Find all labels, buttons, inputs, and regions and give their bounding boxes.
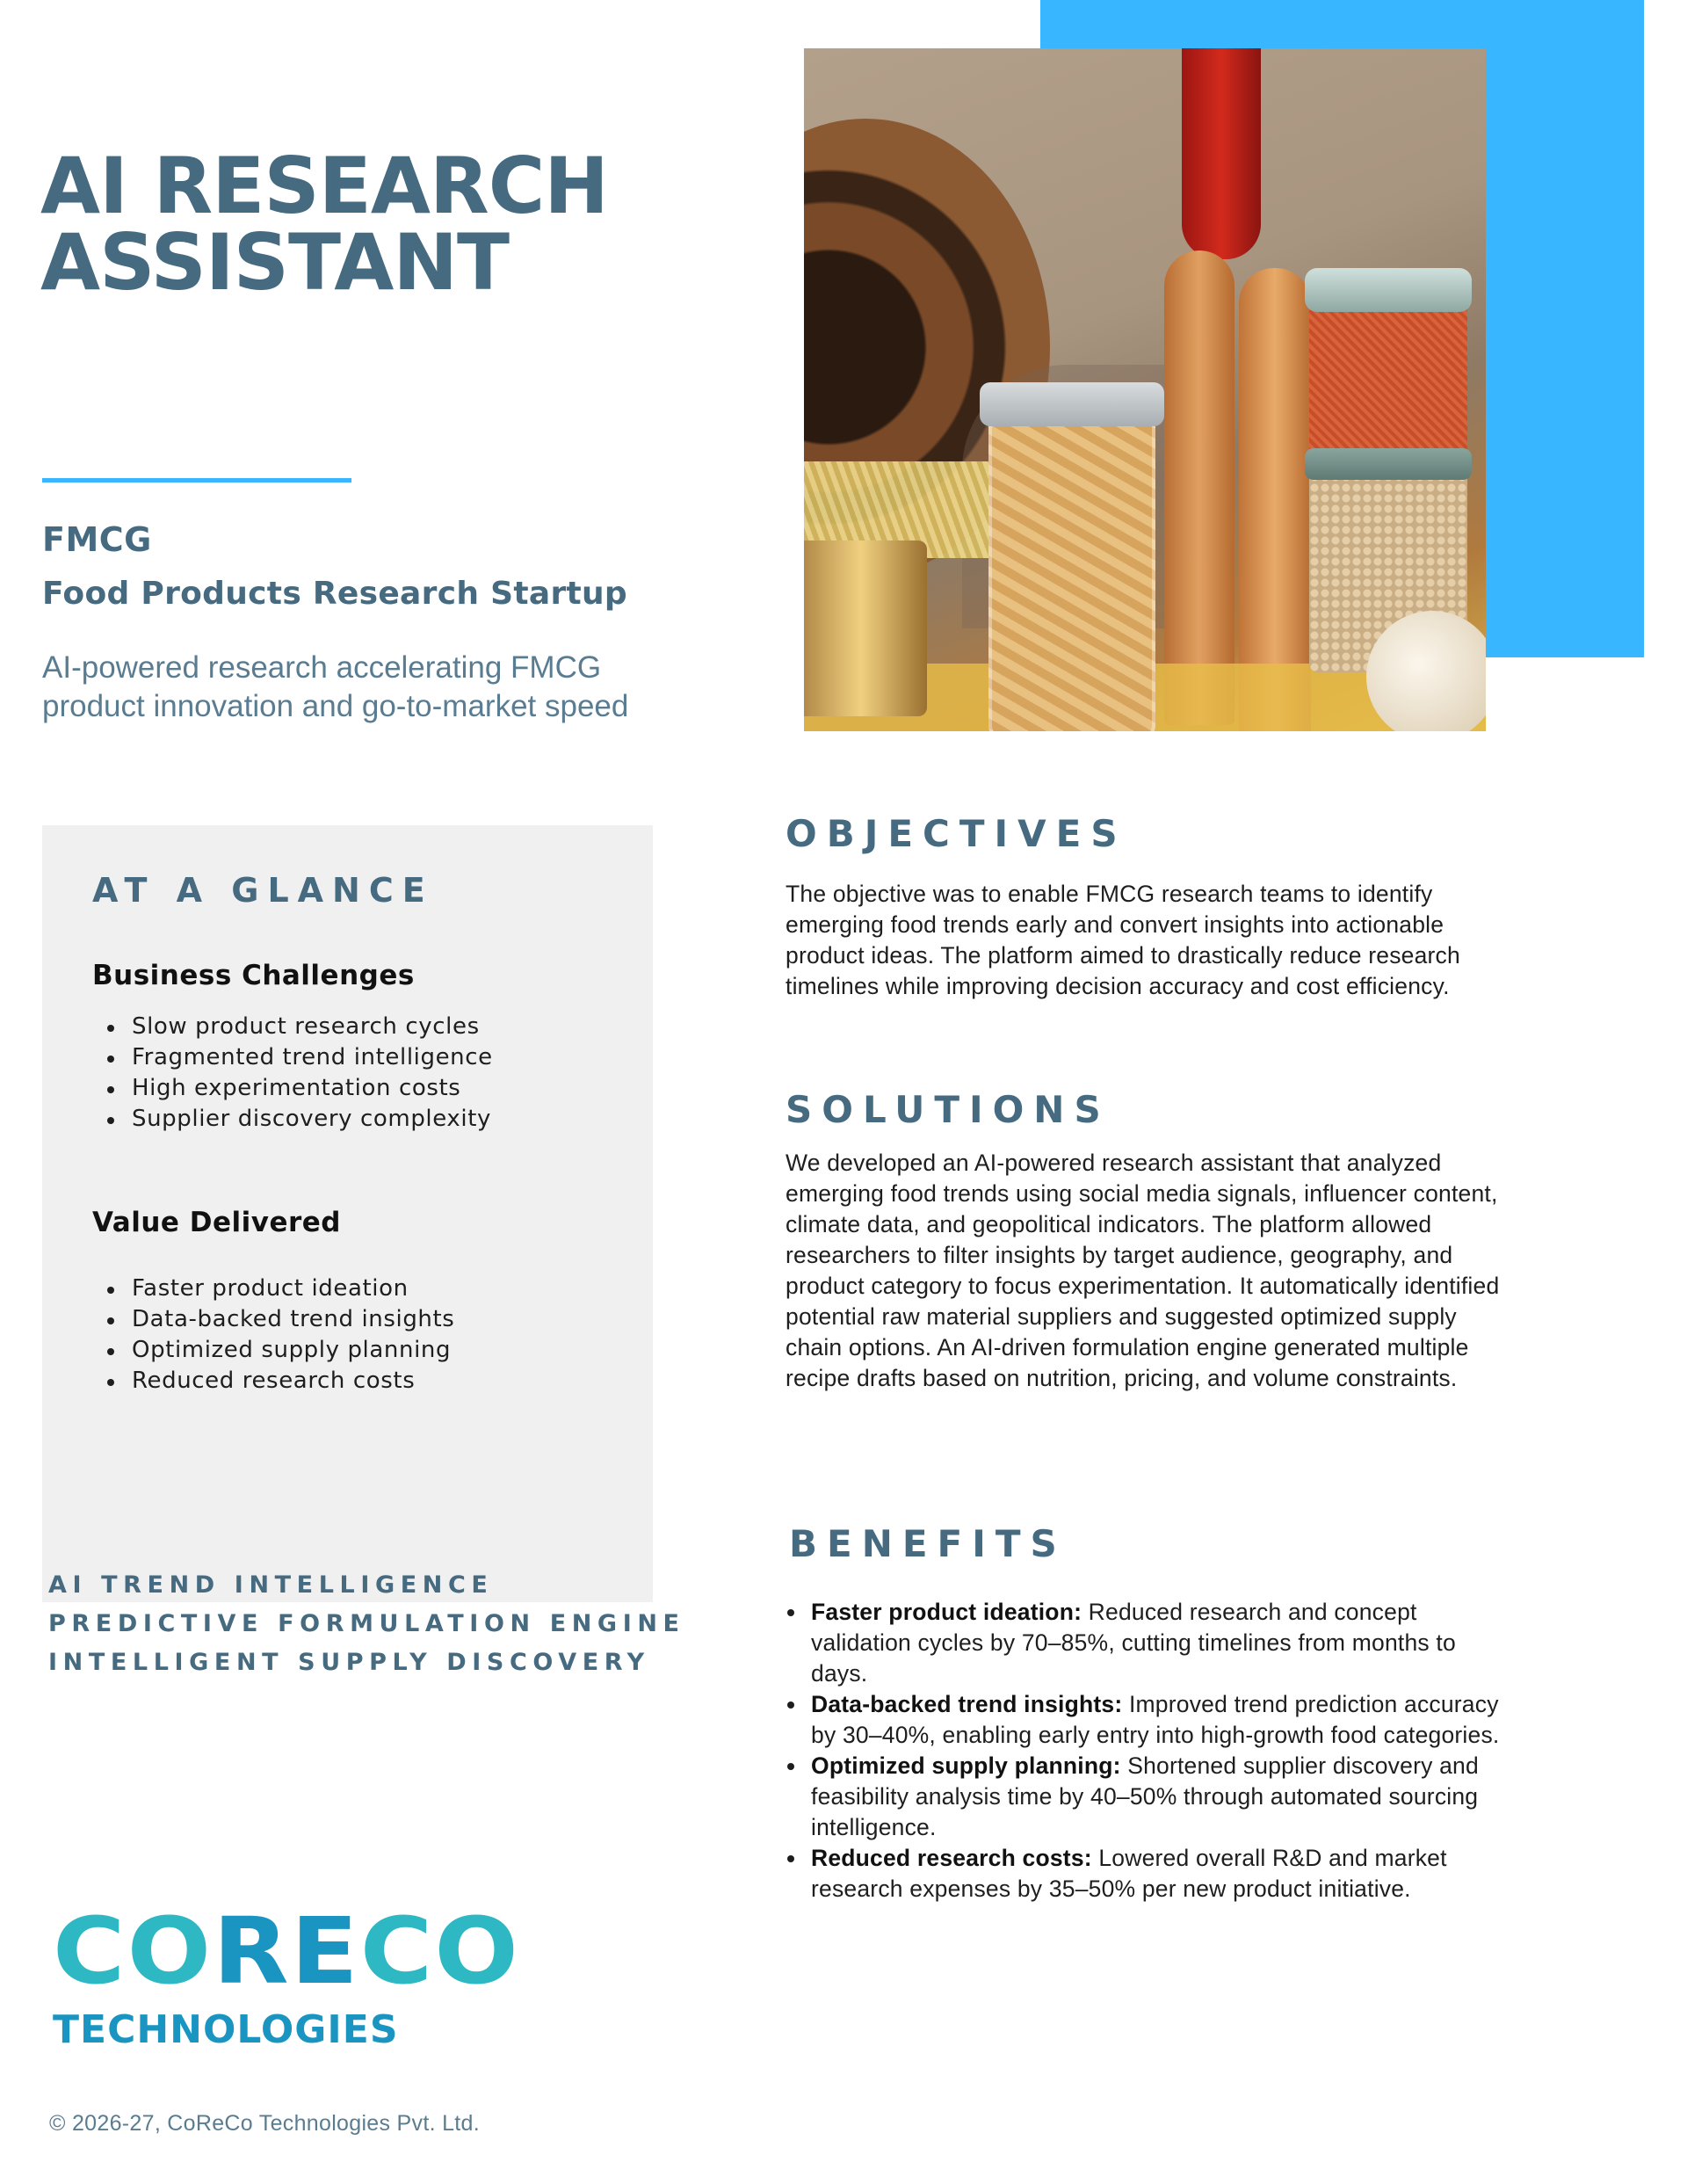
copyright-notice: © 2026-27, CoReCo Technologies Pvt. Ltd. bbox=[49, 2111, 480, 2136]
at-a-glance-title: AT A GLANCE bbox=[92, 871, 434, 910]
business-challenges-list bbox=[107, 1012, 493, 1135]
benefit-label: Reduced research costs: bbox=[811, 1845, 1092, 1871]
benefit-item bbox=[786, 1597, 1515, 1689]
objectives-body: The objective was to enable FMCG research teams to identify emerging food trends early and convert insights into actionable product ideas. The platform aimed to drastically reduce research timelines while improving decision accuracy and cost efficiency. bbox=[786, 881, 1460, 999]
benefit-text: Improved trend prediction accuracy by 30–40%, enabling early entry into high-growth food categories. bbox=[811, 1691, 1500, 1748]
pepper-mill-shape bbox=[1239, 268, 1311, 731]
capability-item: AI TREND INTELLIGENCE bbox=[48, 1571, 494, 1599]
list-item: Fragmented trend intelligence bbox=[107, 1042, 493, 1073]
list-item: Slow product research cycles bbox=[107, 1012, 493, 1042]
logo-part-co: CO bbox=[53, 1897, 214, 2005]
list-item: Data-backed trend insights bbox=[107, 1304, 454, 1335]
accent-divider bbox=[42, 478, 351, 483]
solutions-body: We developed an AI-powered research assistant that analyzed emerging food trends using social media signals, influencer content, climate data, and geopolitical indicators. The platform allowed researchers to filter insights by target audience, geography, and product category to focus experimentation. It automatically identified potential raw material suppliers and suggested optimized supply chain options. An AI-driven formulation engine generated multiple recipe drafts based on nutrition, pricing, and volume constraints. bbox=[786, 1150, 1500, 1391]
benefits-list bbox=[786, 1597, 1515, 1905]
benefit-label: Faster product ideation: bbox=[811, 1599, 1082, 1625]
benefit-item bbox=[786, 1843, 1515, 1905]
chili-shape bbox=[1182, 48, 1261, 259]
page-title bbox=[40, 141, 608, 308]
hero-photo bbox=[804, 48, 1486, 731]
objectives-heading: OBJECTIVES bbox=[786, 812, 1127, 855]
list-item: Supplier discovery complexity bbox=[107, 1104, 493, 1135]
title-line-2: ASSISTANT bbox=[40, 217, 510, 308]
capability-item: INTELLIGENT SUPPLY DISCOVERY bbox=[48, 1649, 650, 1676]
at-a-glance-panel bbox=[42, 825, 653, 1602]
list-item: Reduced research costs bbox=[107, 1366, 454, 1397]
pot-shape bbox=[804, 541, 927, 716]
benefit-item bbox=[786, 1689, 1515, 1751]
benefit-text: Shortened supplier discovery and feasibility analysis time by 40–50% through automated sourcing intelligence. bbox=[811, 1752, 1479, 1840]
sector-label: FMCG bbox=[42, 520, 152, 559]
logo-part-co: CO bbox=[359, 1897, 521, 2005]
benefit-label: Data-backed trend insights: bbox=[811, 1691, 1123, 1717]
jar-lid-shape bbox=[980, 382, 1164, 426]
list-item: Optimized supply planning bbox=[107, 1335, 454, 1366]
company-type-label: Food Products Research Startup bbox=[42, 576, 627, 612]
benefit-text: Reduced research and concept validation cycles by 70–85%, cutting timelines from months to days. bbox=[811, 1599, 1456, 1687]
logo-wordmark bbox=[53, 1897, 521, 2005]
jar-lid-shape bbox=[1305, 448, 1472, 480]
tagline: AI-powered research accelerating FMCG product innovation and go-to-market speed bbox=[42, 650, 629, 723]
jar-lid-shape bbox=[1305, 268, 1472, 312]
value-delivered-list bbox=[107, 1273, 454, 1397]
logo-subtitle: TECHNOLOGIES bbox=[53, 2007, 399, 2052]
benefits-heading: BENEFITS bbox=[789, 1522, 1067, 1565]
list-item: Faster product ideation bbox=[107, 1273, 454, 1304]
pasta-jar-shape bbox=[988, 404, 1155, 731]
benefit-label: Optimized supply planning: bbox=[811, 1752, 1121, 1779]
list-item: High experimentation costs bbox=[107, 1073, 493, 1104]
coreco-logo bbox=[53, 1897, 521, 2052]
value-delivered-heading: Value Delivered bbox=[92, 1207, 341, 1238]
benefit-item bbox=[786, 1751, 1515, 1843]
pepper-mill-shape bbox=[1164, 250, 1234, 725]
benefit-text: Lowered overall R&D and market research expenses by 35–50% per new product initiative. bbox=[811, 1845, 1447, 1902]
capability-item: PREDICTIVE FORMULATION ENGINE bbox=[48, 1610, 685, 1637]
solutions-heading: SOLUTIONS bbox=[786, 1088, 1111, 1131]
title-line-1: AI RESEARCH bbox=[40, 141, 608, 231]
business-challenges-heading: Business Challenges bbox=[92, 960, 415, 991]
logo-part-re: RE bbox=[213, 1897, 360, 2005]
capabilities-list bbox=[48, 1566, 685, 1682]
lentil-jar-shape bbox=[1309, 303, 1467, 457]
